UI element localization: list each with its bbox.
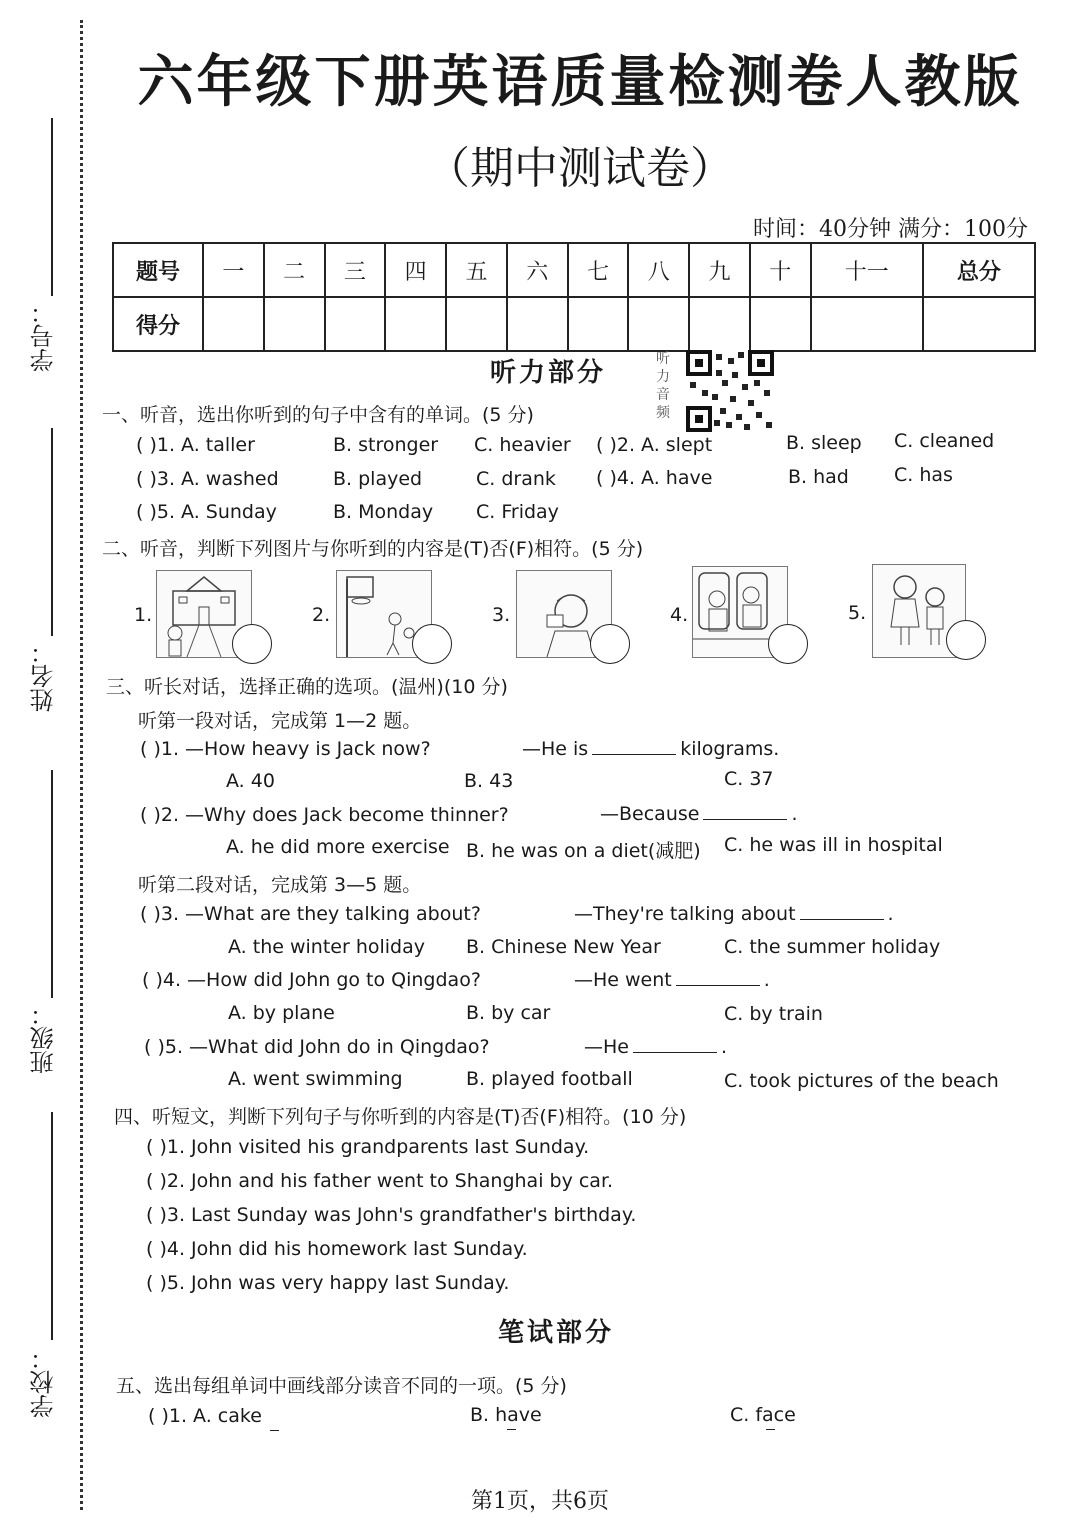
s3-q3-c: C. the summer holiday bbox=[724, 936, 941, 958]
class-line bbox=[51, 770, 53, 998]
time-info: 时间：40分钟 满分：100分 bbox=[753, 217, 1028, 242]
s1-q5-a: ( )5. A. Sunday bbox=[136, 501, 277, 523]
section5-heading: 五、选出每组单词中画线部分读音不同的一项。(5 分) bbox=[116, 1375, 567, 1397]
table-cell: 总分 bbox=[923, 243, 1035, 297]
s5-q1-b: B. have bbox=[470, 1404, 542, 1426]
answer-blank[interactable] bbox=[633, 1052, 717, 1053]
section4-heading: 四、听短文，判断下列句子与你听到的内容是(T)否(F)相符。(10 分) bbox=[114, 1106, 687, 1128]
s4-item-4: ( )4. John did his homework last Sunday. bbox=[146, 1238, 528, 1260]
s3-q2-b: B. he was on a diet(减肥) bbox=[466, 840, 701, 862]
s3-q5-stem: ( )5. —What did John do in Qingdao? bbox=[144, 1036, 490, 1058]
writing-section-title: 笔试部分 bbox=[498, 1318, 615, 1348]
s4-item-5: ( )5. John was very happy last Sunday. bbox=[146, 1272, 510, 1294]
s3-q4-c: C. by train bbox=[724, 1003, 823, 1025]
answer-blank[interactable] bbox=[592, 754, 676, 755]
student-id-line bbox=[51, 118, 53, 296]
table-cell: 四 bbox=[385, 243, 446, 297]
section3-part2: 听第二段对话，完成第 3—5 题。 bbox=[138, 874, 422, 896]
page-footer: 第1页，共6页 bbox=[471, 1489, 609, 1514]
s3-q1-reply bbox=[522, 738, 779, 760]
table-cell: 六 bbox=[507, 243, 568, 297]
s5-q1-c: C. face bbox=[730, 1404, 796, 1426]
picture-number-4: 4. bbox=[670, 604, 689, 626]
table-cell: 得分 bbox=[113, 297, 203, 351]
s1-q2-b: B. sleep bbox=[786, 432, 862, 454]
s3-q4-tail: . bbox=[763, 969, 770, 991]
page-subtitle: （期中测试卷） bbox=[426, 143, 734, 194]
answer-circle-3[interactable] bbox=[590, 624, 630, 664]
s3-q1-reply-text: —He is bbox=[522, 738, 589, 760]
s3-q2-reply-text: —Because bbox=[600, 803, 700, 825]
score-table-score-row bbox=[113, 297, 1035, 351]
answer-blank[interactable] bbox=[676, 985, 760, 986]
s3-q4-stem: ( )4. —How did John go to Qingdao? bbox=[142, 969, 481, 991]
s3-q5-b: B. played football bbox=[466, 1068, 633, 1090]
s3-q2-stem: ( )2. —Why does Jack become thinner? bbox=[140, 804, 509, 826]
listening-section-title: 听力部分 bbox=[490, 358, 607, 388]
school-label: 学校： bbox=[30, 1346, 58, 1418]
s1-q1-c: C. heavier bbox=[474, 434, 571, 456]
s1-q1-b: B. stronger bbox=[333, 434, 439, 456]
score-cell[interactable] bbox=[689, 297, 750, 351]
s3-q3-reply-text: —They're talking about bbox=[574, 903, 796, 925]
s3-q2-tail: . bbox=[791, 803, 798, 825]
table-cell: 十 bbox=[750, 243, 811, 297]
name-label: 姓名： bbox=[30, 640, 58, 712]
s3-q5-reply bbox=[584, 1036, 727, 1058]
s1-q2-a: ( )2. A. slept bbox=[596, 434, 713, 456]
s3-q2-reply bbox=[600, 803, 798, 825]
answer-circle-5[interactable] bbox=[946, 620, 986, 660]
table-cell: 一 bbox=[203, 243, 264, 297]
s3-q3-a: A. the winter holiday bbox=[228, 936, 425, 958]
table-cell: 三 bbox=[325, 243, 386, 297]
s3-q4-b: B. by car bbox=[466, 1002, 551, 1024]
s3-q5-a: A. went swimming bbox=[228, 1068, 403, 1090]
score-cell[interactable] bbox=[446, 297, 507, 351]
s1-q2-c: C. cleaned bbox=[894, 430, 995, 452]
answer-blank[interactable] bbox=[800, 919, 884, 920]
s3-q1-a: A. 40 bbox=[226, 770, 275, 792]
table-cell: 题号 bbox=[113, 243, 203, 297]
s3-q3-reply bbox=[574, 903, 894, 925]
underline-mark bbox=[766, 1429, 775, 1430]
s4-item-3: ( )3. Last Sunday was John's grandfather's birthday. bbox=[146, 1204, 637, 1226]
class-label: 班级： bbox=[30, 1002, 58, 1074]
section3-part1: 听第一段对话，完成第 1—2 题。 bbox=[138, 710, 422, 732]
table-cell: 十一 bbox=[811, 243, 923, 297]
picture-number-1: 1. bbox=[134, 604, 153, 626]
score-cell[interactable] bbox=[325, 297, 386, 351]
s1-q4-b: B. had bbox=[788, 466, 849, 488]
s3-q3-b: B. Chinese New Year bbox=[466, 936, 661, 958]
table-cell: 九 bbox=[689, 243, 750, 297]
score-cell[interactable] bbox=[264, 297, 325, 351]
s4-item-1: ( )1. John visited his grandparents last Sunday. bbox=[146, 1136, 590, 1158]
student-id-label: 学号： bbox=[30, 300, 58, 372]
s1-q3-c: C. drank bbox=[476, 468, 556, 490]
answer-circle-1[interactable] bbox=[232, 624, 272, 664]
binding-dotted-line bbox=[80, 20, 83, 1510]
section2-heading: 二、听音，判断下列图片与你听到的内容是(T)否(F)相符。(5 分) bbox=[102, 538, 644, 560]
s1-q5-b: B. Monday bbox=[333, 501, 434, 523]
score-cell[interactable] bbox=[923, 297, 1035, 351]
s3-q2-a: A. he did more exercise bbox=[226, 836, 450, 858]
page-title: 六年级下册英语质量检测卷人教版 bbox=[137, 49, 1023, 115]
s3-q5-reply-text: —He bbox=[584, 1036, 629, 1058]
score-table-header-row bbox=[113, 243, 1035, 297]
picture-number-2: 2. bbox=[312, 604, 331, 626]
underline-mark bbox=[270, 1430, 279, 1431]
score-cell[interactable] bbox=[628, 297, 689, 351]
s1-q4-c: C. has bbox=[894, 464, 953, 486]
s3-q4-a: A. by plane bbox=[228, 1002, 335, 1024]
s3-q1-stem: ( )1. —How heavy is Jack now? bbox=[140, 738, 431, 760]
s1-q5-c: C. Friday bbox=[476, 501, 559, 523]
table-cell: 七 bbox=[568, 243, 629, 297]
s3-q1-tail: kilograms. bbox=[680, 738, 780, 760]
score-cell[interactable] bbox=[385, 297, 446, 351]
score-cell[interactable] bbox=[507, 297, 568, 351]
s3-q5-tail: . bbox=[720, 1036, 728, 1058]
school-line bbox=[51, 1112, 53, 1340]
s4-item-2: ( )2. John and his father went to Shanghai by car. bbox=[146, 1170, 614, 1192]
picture-number-5: 5. bbox=[848, 602, 867, 624]
table-cell: 八 bbox=[628, 243, 689, 297]
s3-q4-reply-text: —He went bbox=[574, 969, 672, 991]
s3-q2-c: C. he was ill in hospital bbox=[724, 834, 943, 856]
section3-heading: 三、听长对话，选择正确的选项。(温州)(10 分) bbox=[106, 676, 508, 698]
picture-number-3: 3. bbox=[492, 604, 511, 626]
s3-q5-c: C. took pictures of the beach bbox=[724, 1070, 999, 1092]
s1-q3-a: ( )3. A. washed bbox=[136, 468, 279, 490]
answer-circle-2[interactable] bbox=[412, 624, 452, 664]
qr-label: 听力音频 bbox=[656, 351, 670, 421]
s3-q1-b: B. 43 bbox=[464, 770, 514, 792]
qr-code-block[interactable] bbox=[656, 350, 778, 432]
s3-q3-stem: ( )3. —What are they talking about? bbox=[140, 903, 481, 925]
s5-q1-stem: ( )1. A. cake bbox=[148, 1405, 262, 1427]
qr-code-icon bbox=[686, 350, 774, 432]
s3-q4-reply bbox=[574, 969, 770, 991]
section1-heading: 一、听音，选出你听到的句子中含有的单词。(5 分) bbox=[102, 404, 534, 426]
underline-mark bbox=[507, 1429, 516, 1430]
answer-circle-4[interactable] bbox=[768, 624, 808, 664]
s1-q3-b: B. played bbox=[333, 468, 423, 490]
table-cell: 五 bbox=[446, 243, 507, 297]
answer-blank[interactable] bbox=[703, 819, 787, 820]
name-line bbox=[51, 428, 53, 636]
score-cell[interactable] bbox=[750, 297, 811, 351]
s1-q4-a: ( )4. A. have bbox=[596, 467, 713, 489]
score-cell[interactable] bbox=[203, 297, 264, 351]
score-table bbox=[112, 242, 1036, 352]
table-cell: 二 bbox=[264, 243, 325, 297]
s3-q1-c: C. 37 bbox=[724, 768, 774, 790]
score-cell[interactable] bbox=[811, 297, 923, 351]
s3-q3-tail: . bbox=[887, 903, 894, 925]
s1-q1-a: ( )1. A. taller bbox=[136, 434, 255, 456]
score-cell[interactable] bbox=[568, 297, 629, 351]
